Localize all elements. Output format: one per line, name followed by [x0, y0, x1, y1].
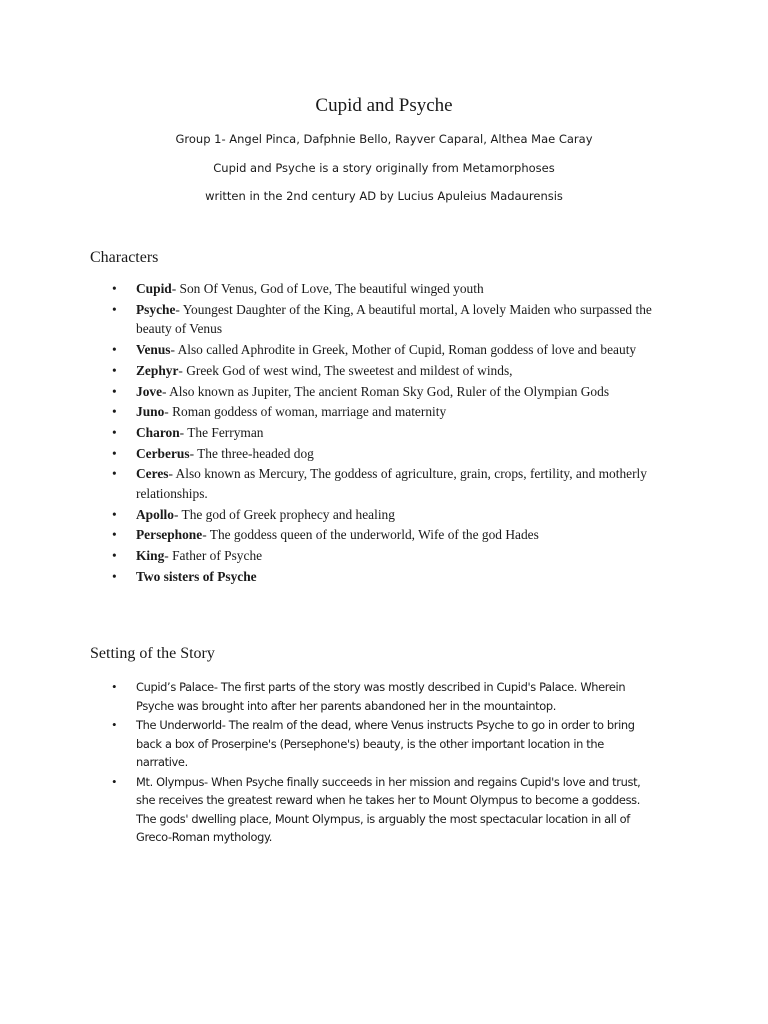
characters-heading: Characters: [90, 249, 159, 266]
list-item: [90, 423, 690, 443]
character-desc: - Also called Aphrodite in Greek, Mother of Cupid, Roman goddess of love and beauty: [170, 342, 637, 358]
characters-list: [90, 279, 690, 587]
list-item: [90, 505, 690, 525]
character-name: Cupid: [136, 281, 172, 296]
character-name: Juno: [136, 404, 165, 420]
list-item: [90, 300, 690, 340]
character-name: Apollo: [136, 506, 174, 522]
character-desc: - Father of Psyche: [164, 548, 263, 564]
list-item: [90, 525, 690, 545]
list-item: • Cupid’s Palace- The first parts of the story was mostly described in Cupid's Palace. Wherein Psyche was brought into after her parents abandoned her in the mountaintop.: [90, 678, 650, 715]
list-item: [90, 402, 690, 422]
character-name: Charon: [136, 424, 180, 440]
list-item: [90, 382, 690, 402]
character-name: Two sisters of Psyche: [136, 568, 257, 584]
character-desc: - Also known as Jupiter, The ancient Roman Sky God, Ruler of the Olympian Gods: [162, 383, 610, 399]
document-title: Cupid and Psyche: [315, 95, 453, 116]
list-item: [90, 464, 690, 504]
setting-heading: Setting of the Story: [90, 645, 215, 662]
character-name: Zephyr: [136, 362, 179, 378]
character-name: Psyche: [136, 301, 176, 317]
character-name: Cerberus: [136, 445, 190, 461]
character-name: Persephone: [136, 527, 203, 543]
list-item: [90, 340, 690, 360]
character-desc: - Roman goddess of woman, marriage and maternity: [164, 404, 447, 420]
list-item: [90, 279, 690, 299]
intro-line-2: written in the 2nd century AD by Lucius Apuleius Madaurensis: [205, 189, 563, 203]
character-name: Jove: [136, 383, 163, 399]
list-item: [90, 444, 690, 464]
list-item: • Mt. Olympus- When Psyche finally succeeds in her mission and regains Cupid's love and trust, she receives the greatest reward when he takes her to Mount Olympus to become a goddess. The gods' dwelling place, Mount Olympus, is arguably the most spectacular location in all of Greco-Roman mythology.: [90, 773, 650, 847]
setting-list: [90, 678, 650, 847]
group-members-line: Group 1- Angel Pinca, Dafphnie Bello, Rayver Caparal, Althea Mae Caray: [175, 132, 593, 146]
character-desc: - Youngest Daughter of the King, A beautiful mortal, A lovely Maiden who surpassed the beauty of Venus: [136, 301, 652, 337]
character-desc: - The Ferryman: [179, 424, 264, 440]
character-desc: - Also known as Mercury, The goddess of agriculture, grain, crops, fertility, and motherly relationships.: [136, 466, 647, 502]
character-desc: - Greek God of west wind, The sweetest and mildest of winds,: [178, 362, 513, 378]
character-desc: - The three-headed dog: [189, 445, 314, 461]
list-item: [90, 361, 690, 381]
character-name: King: [136, 548, 165, 564]
character-name: Venus: [136, 342, 171, 358]
character-desc: - Son Of Venus, God of Love, The beautiful winged youth: [171, 281, 484, 296]
character-desc: - The god of Greek prophecy and healing: [173, 506, 395, 522]
list-item: [90, 567, 690, 587]
intro-line-1: Cupid and Psyche is a story originally from Metamorphoses: [213, 161, 555, 175]
list-item: • The Underworld- The realm of the dead, where Venus instructs Psyche to go in order to bring back a box of Proserpine's (Persephone's) beauty, is the other important location in the narrative.: [90, 716, 650, 772]
character-desc: - The goddess queen of the underworld, Wife of the god Hades: [202, 527, 539, 543]
list-item: [90, 546, 690, 566]
character-name: Ceres: [136, 466, 169, 482]
